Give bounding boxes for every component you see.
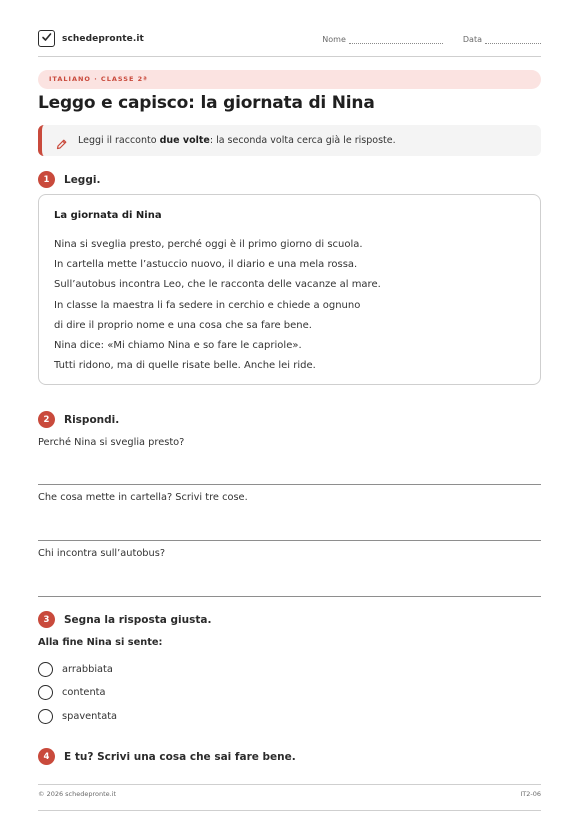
brand-name: schedepronte.it — [62, 33, 144, 44]
radio-circle-icon[interactable] — [38, 709, 53, 724]
footer-divider — [38, 784, 541, 785]
pencil-icon — [56, 135, 67, 154]
page-header — [38, 28, 541, 54]
instruction-bold: due volte — [159, 135, 210, 146]
story-line: Nina si sveglia presto, perché oggi è il primo giorno di scuola. — [54, 239, 363, 250]
header-divider — [38, 56, 541, 57]
name-label: Nome — [322, 35, 346, 44]
option-label: spaventata — [62, 711, 118, 722]
checkbox-icon — [38, 30, 55, 47]
subject-banner — [38, 70, 541, 89]
story-line: Nina dice: «Mi chiamo Nina e so fare le capriole». — [54, 339, 302, 351]
name-field[interactable] — [322, 35, 443, 44]
story-text — [54, 235, 381, 376]
footer-code: IT2-06 — [520, 790, 541, 798]
story-title: La giornata di Nina — [54, 210, 162, 221]
option-spaventata[interactable] — [38, 709, 117, 724]
section-number-badge: 1 — [38, 171, 55, 188]
section-title: E tu? Scrivi una cosa che sai fare bene. — [64, 750, 296, 763]
answer-line-2[interactable] — [38, 540, 541, 541]
section-4-heading — [38, 748, 296, 765]
section-title: Leggi. — [64, 173, 101, 186]
question-2: Che cosa mette in cartella? Scrivi tre cose. — [38, 492, 248, 503]
subject-label: ITALIANO · CLASSE 2ª — [49, 75, 148, 83]
instruction-before: Leggi il racconto — [78, 135, 160, 146]
story-box — [38, 194, 541, 385]
date-field[interactable] — [463, 35, 541, 44]
date-label: Data — [462, 35, 482, 44]
page-title: Leggo e capisco: la giornata di Nina — [38, 93, 375, 113]
multiple-choice-question: Alla fine Nina si sente: — [38, 637, 163, 648]
option-arrabbiata[interactable] — [38, 662, 113, 677]
section-3-heading — [38, 611, 211, 628]
brand-logo — [38, 30, 144, 47]
student-fields — [322, 35, 541, 44]
question-1: Perché Nina si sveglia presto? — [38, 437, 185, 448]
story-line: Tutti ridono, ma di quelle risate belle. Anche lei ride. — [54, 360, 316, 372]
story-line: di dire il proprio nome e una cosa che sa fare bene. — [54, 319, 312, 331]
footer-copyright: © 2026 schedepronte.it — [38, 790, 117, 798]
date-blank[interactable] — [485, 36, 541, 44]
question-3: Chi incontra sull’autobus? — [38, 548, 166, 559]
section-title: Rispondi. — [64, 413, 120, 426]
answer-line-1[interactable] — [38, 484, 541, 485]
instruction-text — [78, 135, 396, 146]
section-number-badge: 2 — [38, 411, 55, 428]
story-line: In cartella mette l’astuccio nuovo, il diario e una mela rossa. — [54, 259, 358, 271]
option-label: arrabbiata — [62, 664, 113, 675]
radio-circle-icon[interactable] — [38, 662, 53, 677]
instruction-after: : la seconda volta cerca già le risposte. — [209, 135, 396, 146]
answer-line-3[interactable] — [38, 596, 541, 597]
footer-bottom-divider — [38, 810, 541, 811]
section-number-badge: 4 — [38, 748, 55, 765]
name-blank[interactable] — [349, 36, 443, 44]
story-line: Sull’autobus incontra Leo, che le racconta delle vacanze al mare. — [54, 279, 381, 291]
section-title: Segna la risposta giusta. — [64, 613, 212, 626]
instruction-note — [38, 125, 541, 156]
section-2-heading — [38, 411, 119, 428]
page-footer — [38, 790, 541, 798]
section-number-badge: 3 — [38, 611, 55, 628]
radio-circle-icon[interactable] — [38, 685, 53, 700]
option-label: contenta — [62, 687, 106, 698]
story-line: In classe la maestra li fa sedere in cerchio e chiede a ognuno — [54, 299, 361, 311]
section-1-heading — [38, 171, 100, 188]
option-contenta[interactable] — [38, 685, 106, 700]
